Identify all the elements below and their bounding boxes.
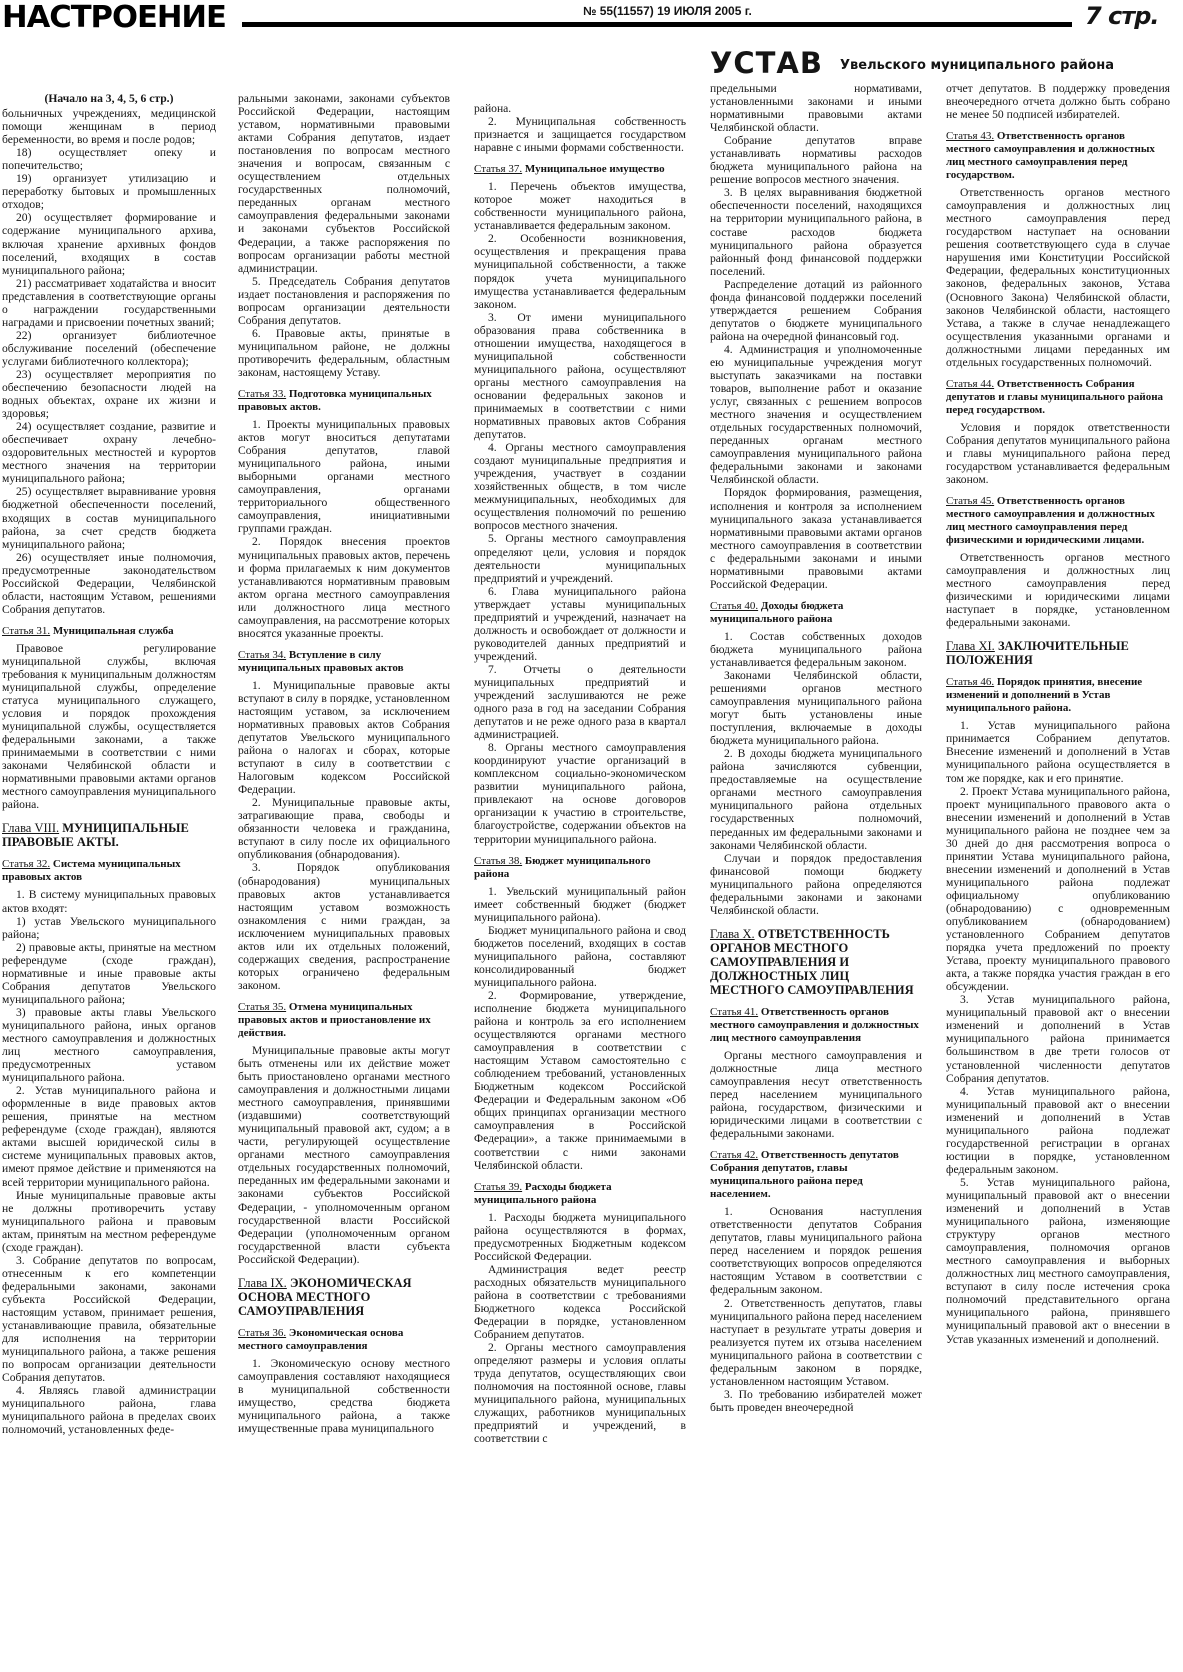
article-heading [2, 858, 216, 884]
paragraph: Законами Челябинской области, решениями органов местного самоуправления муниципального района могут быть установлены иные поступления, включаемые в доходы бюджета муниципального района. [710, 668, 922, 748]
chapter-number: Глава IX. [238, 1275, 287, 1290]
article-number: Статья 38. [474, 854, 523, 867]
paragraph: 23) осуществляет мероприятия по обеспечению безопасности людей на водных объектах, охране их жизни и здоровья; [2, 367, 216, 421]
paragraph: предельными нормативами, установленными законами и иными нормативными правовыми актами Челябинской области. [710, 82, 922, 135]
article-heading [710, 1006, 922, 1045]
article-heading [946, 130, 1170, 182]
paragraph: 7. Отчеты о деятельности муниципальных предприятий и учреждений заслушиваются не реже одного раза в год на заседании Собрания депутатов и не реже одного раза в квартал администрацией. [474, 662, 686, 742]
chapter-heading [2, 821, 216, 849]
paragraph: 2. Органы местного самоуправления определяют размеры и условия оплаты труда депутатов, осуществляющих свои полномочия на постоянной основе, главы муниципального района, муниципальных служащих, работников муниципальных предприятий и учреждений, в соответствии с [474, 1341, 686, 1446]
article-title: Расходы бюджета муниципального района [474, 1180, 612, 1206]
paragraph: 1. Состав собственных доходов бюджета муниципального района устанавливается федеральным законом. [710, 629, 922, 669]
paragraph: Собрание депутатов вправе устанавливать нормативы расходов бюджета муниципального района на решение вопросов местного значения. [710, 134, 922, 187]
article-title: Вступление в силу муниципальных правовых актов [238, 648, 404, 674]
paragraph: 5. Устав муниципального района, муниципальный правовой акт о внесении изменений и дополнений в Устав муниципального района, изменяющие структуру органов местного самоуправления, полномочия органов местного самоуправления и выборных должностных лиц местного самоуправления, вступают в силу после истечения срока полномочий представительного органа муниципального района, принявшего муниципальный правовой акт о внесении в Устав указанных изменений и дополнений. [946, 1175, 1170, 1346]
paragraph: Распределение дотаций из районного фонда финансовой поддержки поселений утверждается решением Собрания депутатов о бюджете муниципального района на очередной финансовый год. [710, 277, 922, 343]
article-number: Статья 41. [710, 1005, 759, 1018]
article-heading [474, 1181, 686, 1207]
paragraph: 1. Экономическую основу местного самоуправления составляют находящиеся в муниципальной собственности имущество, средства бюджета муниципального района, а также имущественные права муниципального [238, 1356, 450, 1435]
paragraph: 2) правовые акты, принятые на местном референдуме (сходе граждан), нормативные и иные правовые акты Собрания депутатов Увельского муниципального района; [2, 940, 216, 1006]
paragraph: 3. Порядок опубликования (обнародования) муниципальных правовых актов устанавливается настоящим уставом возможность ознакомления с ними граждан, за исключением муниципальных правовых актов или их отдельных положений, содержащих сведения, распространение которых ограничено федеральным законом. [238, 861, 450, 992]
article-heading [710, 600, 922, 626]
paragraph: больничных учреждениях, медицинской помощи женщинам в период беременности, во время и после родов; [2, 107, 216, 147]
paragraph: 1. Устав муниципального района принимается Собранием депутатов. Внесение изменений и дополнений в Устав муниципального района осуществляется в том же порядке, как и его принятие. [946, 719, 1170, 785]
chapter-number: Глава X. [710, 926, 755, 941]
paragraph: ральными законами, законами субъектов Российской Федерации, настоящим уставом, нормативными правовыми актами Собрания депутатов, издает постановления по вопросам местного значения и вопросам, связанным с осуществлением отдельных государственных полномочий, переданных органам местного самоуправления федеральными законами и законами субъектов Российской Федерации, а также распоряжения по вопросам организации работы местной администрации. [238, 92, 450, 275]
paragraph: Муниципальные правовые акты могут быть отменены или их действие может быть приостановлено органами местного самоуправления и должностными лицами местного самоуправления, принявшими (издавшими) соответствующий муниципальный правовой акт, судом; а в части, регулирующей осуществление органами местного самоуправления отдельных государственных полномочий, переданных им федеральными законами и законами субъектов Российской Федерации, - уполномоченным органом государственной власти Российской Федерации (уполномоченным органом государственной власти субъекта Российской Федерации). [238, 1043, 450, 1266]
paragraph: 21) рассматривает ходатайства и вносит представления в соответствующие органы о награждении государственными наградами и присвоении почетных званий; [2, 276, 216, 329]
article-heading [238, 649, 450, 675]
paragraph: 4. Администрация и уполномоченные ею муниципальные учреждения могут выступать заказчиками на поставки товаров, выполнение работ и оказание услуг, связанных с решением вопросов местного значения и осуществлением отдельных государственных полномочий, переданных органам местного самоуправления муниципального района федеральными законами и законами Челябинской области. [710, 342, 922, 487]
article-heading [474, 855, 686, 881]
article-title: Муниципальная служба [52, 624, 174, 637]
paragraph: 2. Особенности возникновения, осуществления и прекращения права муниципальной собственности, а также порядок учета муниципального имущества устанавливается федеральным законом. [474, 232, 686, 311]
paragraph: 1. Муниципальные правовые акты вступают в силу в порядке, установленном настоящим уставом, за исключением нормативных правовых актов Собрания депутатов Увельского муниципального района о налогах и сборах, которые вступают в силу в соответствии с Налоговым кодексом Российской Федерации. [238, 678, 450, 797]
masthead [0, 0, 1183, 36]
paragraph: 2. Муниципальная собственность признается и защищается государством наравне с иными формами собственности. [474, 115, 686, 155]
article-title: Ответственность органов местного самоуправления и должностных лиц местного самоуправления [710, 1005, 919, 1044]
paragraph: 6. Глава муниципального района утверждает уставы муниципальных предприятий и учреждений, назначает на должность и освобождает от должности и руководителей данных предприятий и учреждений. [474, 584, 686, 663]
paragraph: Бюджет муниципального района и свод бюджетов поселений, входящих в состав муниципального района, составляют консолидированный бюджет муниципального района. [474, 923, 686, 989]
article-heading [238, 1001, 450, 1040]
article-number: Статья 37. [474, 163, 523, 176]
paragraph: 2. Муниципальные правовые акты, затрагивающие права, свободы и обязанности человека и гражданина, вступают в силу после их официального опубликования (обнародования). [238, 796, 450, 862]
article-title: Бюджет муниципального района [474, 854, 651, 880]
paragraph: 2. Устав муниципального района и оформленные в виде правовых актов решения, принятые на местном референдуме (сходе граждан), являются актами высшей юридической силы в системе муниципальных правовых актов, имеют прямое действие и применяются на всей территории муниципального района. [2, 1084, 216, 1189]
article-title: Система муниципальных правовых актов [2, 858, 181, 884]
article-number: Статья 36. [238, 1326, 287, 1339]
paragraph: Органы местного самоуправления и должностные лица местного самоуправления несут ответственность перед населением муниципального района, государством, физическими и юридическими лицами в соответствии с федеральными законами. [710, 1048, 922, 1141]
paragraph: 1. В систему муниципальных правовых актов входят: [2, 888, 216, 915]
document-title: УСТАВ [710, 46, 823, 80]
article-heading [946, 378, 1170, 417]
article-heading [946, 495, 1170, 547]
paragraph: 5. Органы местного самоуправления определяют цели, условия и порядок деятельности муниципальных предприятий и учреждений. [474, 532, 686, 585]
paragraph: 2. В доходы бюджета муниципального района зачисляются субвенции, предоставляемые на осуществление органами местного самоуправления муниципального района отдельных государственных полномочий, переданных им федеральными законами и законами Челябинской области. [710, 747, 922, 852]
article-title: Отмена муниципальных правовых актов и приостановление их действия. [238, 1000, 431, 1039]
article-heading [710, 1149, 922, 1201]
article-heading [474, 163, 686, 176]
article-number: Статья 42. [710, 1149, 759, 1162]
issue-date: № 55(11557) 19 ИЮЛЯ 2005 г. [577, 4, 758, 18]
text-column-4 [710, 82, 922, 1414]
paragraph: 3. Устав муниципального района, муниципальный правовой акт о внесении изменений и дополнений в Устав муниципального района принимается большинством в две трети голосов от установленной численности депутатов Собрания депутатов. [946, 993, 1170, 1085]
paragraph: 5. Председатель Собрания депутатов издает постановления и распоряжения по вопросам организации деятельности Собрания депутатов. [238, 274, 450, 327]
article-number: Статья 46. [946, 676, 995, 689]
paragraph: 4. Органы местного самоуправления создают муниципальные предприятия и учреждения, участвует в создании хозяйственных обществ, в том числе межмуниципальных, необходимых для осуществления полномочий по решению вопросов местного значения. [474, 441, 686, 533]
paragraph: Порядок формирования, размещения, исполнения и контроля за исполнением муниципального заказа устанавливается нормативными правовыми актами органов местного самоуправления в соответствии с федеральными законами и иными нормативными правовыми актами Российской Федерации. [710, 486, 922, 591]
masthead-rule [242, 22, 1072, 27]
article-number: Статья 32. [2, 858, 51, 871]
chapter-title: ЗАКЛЮЧИТЕЛЬНЫЕ ПОЛОЖЕНИЯ [946, 639, 1129, 668]
paragraph: 18) осуществляет опеку и попечительство; [2, 146, 216, 173]
paragraph: 2. Формирование, утверждение, исполнение бюджета муниципального района и контроль за его исполнением осуществляются органами местного самоуправления в соответствии с настоящим Уставом самостоятельно с соблюдением требований, установленных Бюджетным кодексом Российской Федерации и Федеральным законом «Об общих принципах организации местного самоуправления в Российской Федерации», а также принимаемыми в соответствии с ними законами Челябинской области. [474, 988, 686, 1172]
paragraph: 1. Перечень объектов имущества, которое может находиться в собственности муниципального района, устанавливается федеральным законом. [474, 180, 686, 233]
chapter-title: ЭКОНОМИЧЕСКАЯ ОСНОВА МЕСТНОГО САМОУПРАВЛЕНИЯ [238, 1275, 412, 1318]
paragraph: Ответственность органов местного самоуправления и должностных лиц местного самоуправления перед государством наступает на основании решения соответствующего суда в случае нарушения ими Конституции Российской Федерации, федеральных конституционных законов, федеральных законов, Устава (Основного Закона) Челябинской области, законов Челябинской области, настоящего Устава, а также в случае ненадлежащего осуществления указанными органами и должностными лицами переданных им отдельных государственных полномочий. [946, 186, 1170, 369]
paragraph: 3. Собрание депутатов по вопросам, отнесенным к его компетенции федеральными законами, законами субъекта Российской Федерации, настоящим уставом, принимает решения, устанавливающие правила, обязательные для исполнения на территории муниципального района, а также решения по вопросам организации деятельности Собрания депутатов. [2, 1253, 216, 1385]
article-number: Статья 33. [238, 388, 287, 401]
paragraph: отчет депутатов. В поддержку проведения внеочередного отчета должно быть собрано не менее 50 подписей избирателей. [946, 82, 1170, 122]
paragraph: 25) осуществляет выравнивание уровня бюджетной обеспеченности поселений, входящих в состав муниципального района, за счет средств бюджета муниципального района; [2, 485, 216, 551]
article-heading [238, 388, 450, 414]
chapter-heading [710, 927, 922, 997]
article-title: Ответственность Собрания депутатов и главы муниципального района перед государством. [946, 377, 1164, 416]
paragraph: 26) осуществляет иные полномочия, предусмотренные законодательством Российской Федерации, Челябинской области, настоящим Уставом, решениями Собрания депутатов. [2, 550, 216, 616]
paragraph: Ответственность органов местного самоуправления и должностных лиц местного самоуправления перед физическими и юридическими лицами наступает в порядке, установленном федеральными законами. [946, 551, 1170, 630]
paragraph: 3. По требованию избирателей может быть проведен внеочередной [710, 1387, 922, 1414]
article-number: Статья 39. [474, 1180, 523, 1193]
text-column-5 [946, 82, 1170, 1346]
article-heading [238, 1327, 450, 1353]
article-title: Ответственность депутатов Собрания депутатов, главы муниципального района перед населением. [710, 1149, 899, 1201]
paragraph: 6. Правовые акты, принятые в муниципальном районе, не должны противоречить федеральным, областным законам, настоящему Уставу. [238, 326, 450, 379]
paragraph: Иные муниципальные правовые акты не должны противоречить уставу муниципального района и правовым актам, принятым на местном референдуме (сходе граждан). [2, 1188, 216, 1254]
paragraph: 1. Проекты муниципальных правовых актов могут вноситься депутатами Собрания депутатов, главой муниципального района, иными выборными органами местного самоуправления, органами территориального общественного самоуправления, инициативными группами граждан. [238, 418, 450, 536]
chapter-heading [946, 639, 1170, 667]
chapter-number: Глава VIII. [2, 821, 60, 836]
article-number: Статья 34. [238, 648, 287, 661]
article-title: Ответственность органов местного самоуправления и должностных лиц местного самоуправления перед физическими и юридическими лицами. [946, 495, 1155, 547]
paragraph: Случаи и порядок предоставления финансовой помощи бюджету муниципального района определяются федеральными законами и законами Челябинской области. [710, 851, 922, 917]
paragraph: 1. Основания наступления ответственности депутатов Собрания депутатов, главы муниципального района перед населением и порядок решения соответствующих вопросов определяются настоящим Уставом в соответствии с федеральным законом. [710, 1205, 922, 1297]
article-title: Порядок принятия, внесение изменений и дополнений в Устав муниципального района. [946, 676, 1143, 715]
paragraph: Правовое регулирование муниципальной службы, включая требования к муниципальным должностям муниципальной службы, определение статуса муниципального служащего, условия и порядок прохождения муниципальной службы, осуществляется федеральными законами, а также принимаемыми в соответствии с ними законами Челябинской области и нормативными правовыми актами органов местного самоуправления муниципального района. [2, 641, 216, 812]
text-column-3 [474, 102, 686, 1445]
paragraph: 22) организует библиотечное обслуживание поселений (обеспечение услугами библиотечного коллектора); [2, 328, 216, 368]
article-title: Доходы бюджета муниципального района [710, 599, 844, 625]
paragraph: 1. Расходы бюджета муниципального района осуществляются в формах, предусмотренных Бюджетным кодексом Российской Федерации. [474, 1210, 686, 1263]
article-number: Статья 45. [946, 495, 995, 508]
newspaper-title: НАСТРОЕНИЕ [2, 0, 226, 35]
paragraph: 2. Ответственность депутатов, главы муниципального района перед населением наступает в результате утраты доверия и реализуется путем их отзыва населением муниципального района в соответствии с федеральным законом в порядке, установленном настоящим Уставом. [710, 1296, 922, 1388]
article-number: Статья 44. [946, 377, 995, 390]
article-title: Экономическая основа местного самоуправления [238, 1326, 404, 1352]
article-title: Ответственность органов местного самоуправления и должностных лиц местного самоуправления перед государством. [946, 130, 1155, 182]
paragraph: Условия и порядок ответственности Собрания депутатов муниципального района и главы муниципального района перед государством устанавливается федеральным законом. [946, 420, 1170, 486]
article-title: Муниципальное имущество [524, 163, 665, 176]
chapter-title: МУНИЦИПАЛЬНЫЕ ПРАВОВЫЕ АКТЫ. [2, 821, 189, 850]
chapter-number: Глава XI. [946, 639, 995, 654]
paragraph: 4. Являясь главой администрации муниципального района, глава муниципального района в пределах своих полномочий, установленных феде- [2, 1384, 216, 1437]
continuation-note: (Начало на 3, 4, 5, 6 стр.) [44, 92, 174, 105]
article-number: Статья 40. [710, 599, 759, 612]
paragraph: 19) организует утилизацию и переработку бытовых и промышленных отходов; [2, 172, 216, 212]
paragraph: 3) правовые акты главы Увельского муниципального района, иных органов местного самоуправления и должностных лиц местного самоуправления, предусмотренных уставом муниципального района. [2, 1005, 216, 1085]
paragraph: 2. Порядок внесения проектов муниципальных правовых актов, перечень и форма прилагаемых к ним документов устанавливаются нормативным правовым актом органа местного самоуправления или должностного лица местного самоуправления, на рассмотрение которых вносятся указанные проекты. [238, 535, 450, 640]
article-number: Статья 35. [238, 1000, 287, 1013]
paragraph: 3. От имени муниципального образования права собственника в отношении имущества, находящегося в муниципальной собственности муниципального района, осуществляют органы местного самоуправления на основании федеральных законов и принимаемых в соответствии с ними нормативных правовых актов Собрания депутатов. [474, 310, 686, 442]
document-subtitle: Увельского муниципального района [840, 58, 1114, 73]
chapter-heading [238, 1276, 450, 1318]
text-column-1 [2, 92, 216, 1436]
paragraph: 1. Увельский муниципальный район имеет собственный бюджет (бюджет муниципального района). [474, 884, 686, 924]
paragraph: 2. Проект Устава муниципального района, проект муниципального правового акта о внесении изменений и дополнений в Устав муниципального района не позднее чем за 30 дней до дня рассмотрения вопроса о принятии Устава муниципального района, внесении изменений и дополнений в Устав муниципального района подлежат официальному опубликованию (обнародованию) с одновременным опубликованием (обнародованием) установленного Собранием депутатов порядка учета предложений по проекту Устава, проекту муниципального правового акта, а также порядка участия граждан в его обсуждении. [946, 784, 1170, 994]
article-heading [946, 676, 1170, 715]
paragraph: 4. Устав муниципального района, муниципальный правовой акт о внесении изменений и дополнений в Устав муниципального района подлежат государственной регистрации в органах юстиции в порядке, установленном федеральным законом. [946, 1084, 1170, 1176]
paragraph: Администрация ведет реестр расходных обязательств муниципального района в соответствии с требованиями Бюджетного кодекса Российской Федерации в порядке, установленном Собранием депутатов. [474, 1262, 686, 1342]
paragraph: 20) осуществляет формирование и содержание муниципального архива, включая хранение архивных фондов поселений, входящих в состав муниципального района; [2, 211, 216, 277]
article-number: Статья 43. [946, 130, 995, 143]
text-column-2 [238, 92, 450, 1435]
article-heading [2, 625, 216, 638]
paragraph: района. [474, 102, 512, 115]
chapter-title: ОТВЕТСТВЕННОСТЬ ОРГАНОВ МЕСТНОГО САМОУПРАВЛЕНИЯ И ДОЛЖНОСТНЫХ ЛИЦ МЕСТНОГО САМОУПРАВЛЕНИЯ [710, 926, 914, 997]
article-title: Подготовка муниципальных правовых актов. [238, 388, 432, 414]
paragraph: 1) устав Увельского муниципального района; [2, 914, 216, 941]
paragraph: 24) осуществляет создание, развитие и обеспечивает охрану лечебно-оздоровительных местностей и курортов местного значения на территории муниципального района; [2, 420, 216, 486]
page-number: 7 стр. [1085, 2, 1159, 30]
paragraph: 8. Органы местного самоуправления координируют участие организаций в комплексном социально-экономическом развитии муниципального района, привлекают на основе договоров организации к участию в строительстве, благоустройстве, содержании объектов на территории муниципального района. [474, 741, 686, 846]
article-number: Статья 31. [2, 624, 51, 637]
document-heading [710, 46, 1180, 78]
paragraph: 3. В целях выравнивания бюджетной обеспеченности поселений, находящихся на территории муниципального района, в составе расходов бюджета муниципального района образуется районный фонд финансовой поддержки поселений. [710, 186, 922, 278]
